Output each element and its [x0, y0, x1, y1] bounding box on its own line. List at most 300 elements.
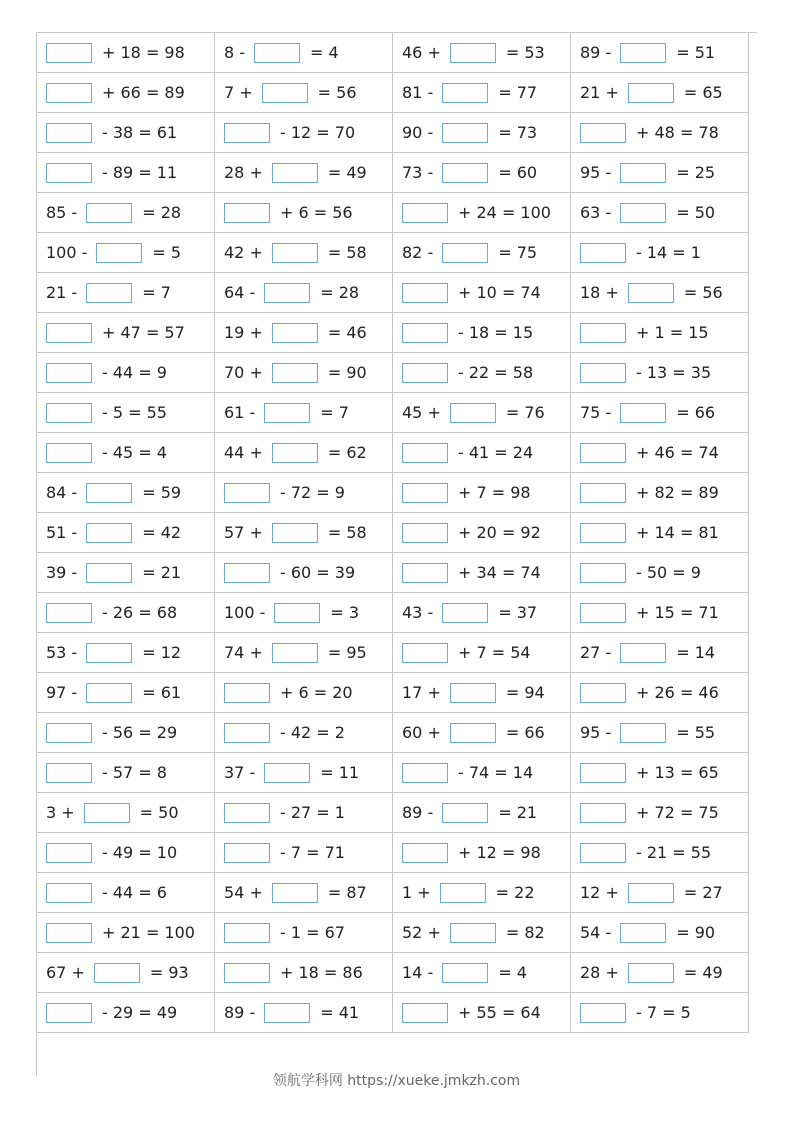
problem-text: = 87 — [327, 883, 367, 903]
answer-box[interactable] — [46, 603, 92, 623]
answer-box[interactable] — [402, 443, 448, 463]
answer-box[interactable] — [224, 203, 270, 223]
worksheet-table — [36, 32, 749, 1033]
problem-operand: 45 + — [402, 403, 441, 423]
problem-text: = 50 — [676, 203, 716, 223]
answer-box[interactable] — [224, 803, 270, 823]
answer-box[interactable] — [264, 1003, 310, 1023]
problem-cell — [393, 833, 571, 873]
problem-cell — [393, 593, 571, 633]
problem-text: + 12 = 98 — [458, 843, 541, 863]
problem-cell — [393, 753, 571, 793]
problem-text: = 59 — [142, 483, 182, 503]
answer-box[interactable] — [580, 443, 626, 463]
answer-box[interactable] — [272, 163, 318, 183]
problem-text: = 4 — [310, 43, 339, 63]
answer-box[interactable] — [580, 683, 626, 703]
problem-text: = 58 — [327, 243, 367, 263]
answer-box[interactable] — [46, 1003, 92, 1023]
problem-cell — [215, 433, 393, 473]
answer-box[interactable] — [442, 603, 488, 623]
answer-box[interactable] — [224, 483, 270, 503]
problem-cell — [215, 233, 393, 273]
problem-operand: 95 - — [580, 163, 612, 183]
problem-operand: 53 - — [46, 643, 78, 663]
problem-text: = 95 — [327, 643, 367, 663]
answer-box[interactable] — [402, 1003, 448, 1023]
problem-cell — [571, 713, 749, 753]
problem-cell — [215, 473, 393, 513]
problem-operand: 95 - — [580, 723, 612, 743]
problem-cell — [37, 113, 215, 153]
problem-cell — [571, 673, 749, 713]
answer-box[interactable] — [224, 123, 270, 143]
problem-text: + 72 = 75 — [636, 803, 719, 823]
problem-text: = 51 — [676, 43, 716, 63]
problem-cell — [393, 433, 571, 473]
problem-cell — [37, 753, 215, 793]
problem-operand: 52 + — [402, 923, 441, 943]
problem-cell — [37, 473, 215, 513]
answer-box[interactable] — [442, 163, 488, 183]
problem-text: = 50 — [139, 803, 179, 823]
answer-box[interactable] — [224, 843, 270, 863]
answer-box[interactable] — [450, 403, 496, 423]
problem-cell — [571, 993, 749, 1033]
problem-text: + 26 = 46 — [636, 683, 719, 703]
answer-box[interactable] — [402, 203, 448, 223]
problem-cell — [393, 873, 571, 913]
answer-box[interactable] — [442, 123, 488, 143]
answer-box[interactable] — [580, 523, 626, 543]
problem-operand: 100 - — [46, 243, 88, 263]
answer-box[interactable] — [402, 563, 448, 583]
answer-box[interactable] — [442, 243, 488, 263]
answer-box[interactable] — [86, 563, 132, 583]
problem-operand: 67 + — [46, 963, 85, 983]
problem-cell — [571, 553, 749, 593]
worksheet-row — [37, 593, 749, 633]
answer-box[interactable] — [402, 483, 448, 503]
worksheet-row — [37, 193, 749, 233]
problem-text: = 62 — [327, 443, 367, 463]
problem-operand: 7 + — [224, 83, 253, 103]
answer-box[interactable] — [46, 763, 92, 783]
problem-text: - 14 = 1 — [636, 243, 701, 263]
problem-operand: 97 - — [46, 683, 78, 703]
problem-text: = 61 — [142, 683, 182, 703]
problem-operand: 42 + — [224, 243, 263, 263]
problem-cell — [215, 393, 393, 433]
problem-cell — [215, 633, 393, 673]
problem-text: - 7 = 5 — [636, 1003, 691, 1023]
problem-text: = 75 — [498, 243, 538, 263]
problem-text: - 21 = 55 — [636, 843, 712, 863]
problem-text: = 21 — [498, 803, 538, 823]
answer-box[interactable] — [46, 43, 92, 63]
problem-cell — [37, 673, 215, 713]
problem-cell — [215, 153, 393, 193]
problem-cell — [37, 593, 215, 633]
problem-text: - 29 = 49 — [102, 1003, 178, 1023]
answer-box[interactable] — [272, 243, 318, 263]
problem-cell — [215, 33, 393, 73]
answer-box[interactable] — [442, 83, 488, 103]
problem-operand: 28 + — [580, 963, 619, 983]
problem-cell — [37, 553, 215, 593]
problem-text: - 72 = 9 — [280, 483, 345, 503]
problem-cell — [571, 233, 749, 273]
problem-operand: 100 - — [224, 603, 266, 623]
answer-box[interactable] — [620, 643, 666, 663]
problem-cell — [215, 113, 393, 153]
answer-box[interactable] — [46, 883, 92, 903]
problem-operand: 61 - — [224, 403, 256, 423]
problem-cell — [393, 673, 571, 713]
answer-box[interactable] — [440, 883, 486, 903]
answer-box[interactable] — [86, 203, 132, 223]
problem-cell — [37, 913, 215, 953]
answer-box[interactable] — [46, 443, 92, 463]
problem-text: + 10 = 74 — [458, 283, 541, 303]
answer-box[interactable] — [402, 523, 448, 543]
problem-cell — [215, 193, 393, 233]
answer-box[interactable] — [264, 403, 310, 423]
worksheet-row — [37, 273, 749, 313]
problem-text: = 49 — [683, 963, 723, 983]
worksheet-row — [37, 353, 749, 393]
worksheet-row — [37, 833, 749, 873]
problem-cell — [215, 873, 393, 913]
problem-text: - 5 = 55 — [102, 403, 167, 423]
worksheet-row — [37, 473, 749, 513]
problem-text: = 53 — [505, 43, 545, 63]
problem-operand: 18 + — [580, 283, 619, 303]
problem-cell — [37, 313, 215, 353]
problem-cell — [393, 993, 571, 1033]
problem-cell — [571, 473, 749, 513]
problem-operand: 28 + — [224, 163, 263, 183]
answer-box[interactable] — [402, 643, 448, 663]
answer-box[interactable] — [262, 83, 308, 103]
problem-cell — [571, 953, 749, 993]
answer-box[interactable] — [620, 203, 666, 223]
answer-box[interactable] — [402, 283, 448, 303]
answer-box[interactable] — [264, 763, 310, 783]
problem-operand: 84 - — [46, 483, 78, 503]
problem-text: = 90 — [327, 363, 367, 383]
problem-text: = 77 — [498, 83, 538, 103]
problem-cell — [393, 73, 571, 113]
problem-operand: 89 - — [224, 1003, 256, 1023]
problem-text: - 45 = 4 — [102, 443, 167, 463]
worksheet-row — [37, 233, 749, 273]
answer-box[interactable] — [224, 723, 270, 743]
worksheet-row — [37, 953, 749, 993]
problem-text: = 27 — [683, 883, 723, 903]
problem-text: - 18 = 15 — [458, 323, 534, 343]
problem-text: + 7 = 98 — [458, 483, 531, 503]
problem-operand: 17 + — [402, 683, 441, 703]
answer-box[interactable] — [272, 443, 318, 463]
problem-cell — [215, 993, 393, 1033]
problem-text: + 24 = 100 — [458, 203, 551, 223]
problem-text: + 14 = 81 — [636, 523, 719, 543]
worksheet-row — [37, 313, 749, 353]
answer-box[interactable] — [96, 243, 142, 263]
answer-box[interactable] — [272, 883, 318, 903]
problem-cell — [393, 633, 571, 673]
problem-cell — [37, 73, 215, 113]
problem-text: = 60 — [498, 163, 538, 183]
problem-text: = 66 — [676, 403, 716, 423]
problem-cell — [37, 233, 215, 273]
problem-text: = 28 — [142, 203, 182, 223]
problem-cell — [215, 73, 393, 113]
problem-cell — [215, 793, 393, 833]
answer-box[interactable] — [450, 723, 496, 743]
right-margin-stub — [748, 32, 757, 33]
answer-box[interactable] — [224, 963, 270, 983]
problem-operand: 27 - — [580, 643, 612, 663]
problem-operand: 21 - — [46, 283, 78, 303]
answer-box[interactable] — [402, 843, 448, 863]
answer-box[interactable] — [86, 683, 132, 703]
problem-operand: 70 + — [224, 363, 263, 383]
problem-text: + 55 = 64 — [458, 1003, 541, 1023]
worksheet-row — [37, 793, 749, 833]
problem-text: - 60 = 39 — [280, 563, 356, 583]
problem-operand: 89 - — [580, 43, 612, 63]
footer-text: 领航学科网 https://xueke.jmkzh.com — [272, 1073, 521, 1089]
problem-cell — [215, 593, 393, 633]
problem-text: = 56 — [317, 83, 357, 103]
answer-box[interactable] — [402, 363, 448, 383]
answer-box[interactable] — [580, 803, 626, 823]
problem-cell — [37, 433, 215, 473]
problem-text: - 50 = 9 — [636, 563, 701, 583]
problem-cell — [37, 713, 215, 753]
worksheet-row — [37, 913, 749, 953]
answer-box[interactable] — [272, 363, 318, 383]
problem-cell — [571, 73, 749, 113]
problem-text: = 22 — [495, 883, 535, 903]
answer-box[interactable] — [442, 963, 488, 983]
answer-box[interactable] — [620, 723, 666, 743]
answer-box[interactable] — [46, 163, 92, 183]
answer-box[interactable] — [402, 763, 448, 783]
answer-box[interactable] — [620, 43, 666, 63]
answer-box[interactable] — [580, 483, 626, 503]
answer-box[interactable] — [86, 283, 132, 303]
problem-cell — [393, 313, 571, 353]
problem-operand: 81 - — [402, 83, 434, 103]
problem-cell — [571, 753, 749, 793]
problem-text: + 66 = 89 — [102, 83, 185, 103]
answer-box[interactable] — [450, 923, 496, 943]
problem-cell — [37, 513, 215, 553]
problem-text: = 46 — [327, 323, 367, 343]
answer-box[interactable] — [272, 323, 318, 343]
answer-box[interactable] — [628, 83, 674, 103]
problem-cell — [37, 953, 215, 993]
problem-text: - 44 = 9 — [102, 363, 167, 383]
problem-text: + 7 = 54 — [458, 643, 531, 663]
problem-text: = 76 — [505, 403, 545, 423]
problem-cell — [37, 273, 215, 313]
problem-operand: 54 - — [580, 923, 612, 943]
answer-box[interactable] — [580, 123, 626, 143]
problem-operand: 37 - — [224, 763, 256, 783]
problem-operand: 64 - — [224, 283, 256, 303]
problem-cell — [571, 193, 749, 233]
answer-box[interactable] — [272, 643, 318, 663]
problem-cell — [571, 273, 749, 313]
answer-box[interactable] — [94, 963, 140, 983]
answer-box[interactable] — [46, 363, 92, 383]
answer-box[interactable] — [86, 483, 132, 503]
answer-box[interactable] — [580, 563, 626, 583]
problem-text: + 48 = 78 — [636, 123, 719, 143]
answer-box[interactable] — [46, 723, 92, 743]
answer-box[interactable] — [46, 83, 92, 103]
worksheet-row — [37, 513, 749, 553]
answer-box[interactable] — [628, 883, 674, 903]
problem-text: + 6 = 20 — [280, 683, 353, 703]
answer-box[interactable] — [264, 283, 310, 303]
problem-text: + 46 = 74 — [636, 443, 719, 463]
answer-box[interactable] — [580, 763, 626, 783]
problem-cell — [37, 793, 215, 833]
problem-operand: 51 - — [46, 523, 78, 543]
worksheet-row — [37, 33, 749, 73]
problem-text: = 12 — [142, 643, 182, 663]
problem-cell — [215, 913, 393, 953]
problem-cell — [571, 393, 749, 433]
problem-cell — [571, 313, 749, 353]
problem-cell — [37, 353, 215, 393]
problem-cell — [37, 393, 215, 433]
problem-operand: 73 - — [402, 163, 434, 183]
answer-box[interactable] — [272, 523, 318, 543]
problem-cell — [571, 793, 749, 833]
problem-cell — [215, 673, 393, 713]
problem-cell — [393, 513, 571, 553]
problem-operand: 74 + — [224, 643, 263, 663]
answer-box[interactable] — [620, 163, 666, 183]
problem-text: = 4 — [498, 963, 527, 983]
problem-text: - 44 = 6 — [102, 883, 167, 903]
answer-box[interactable] — [84, 803, 130, 823]
problem-cell — [37, 153, 215, 193]
answer-box[interactable] — [86, 643, 132, 663]
answer-box[interactable] — [580, 323, 626, 343]
problem-cell — [393, 193, 571, 233]
problem-text: - 12 = 70 — [280, 123, 356, 143]
problem-text: + 21 = 100 — [102, 923, 195, 943]
answer-box[interactable] — [580, 1003, 626, 1023]
problem-cell — [571, 153, 749, 193]
answer-box[interactable] — [46, 123, 92, 143]
problem-text: - 26 = 68 — [102, 603, 178, 623]
problem-text: = 21 — [142, 563, 182, 583]
worksheet-row — [37, 873, 749, 913]
problem-text: = 14 — [676, 643, 716, 663]
worksheet-row — [37, 753, 749, 793]
answer-box[interactable] — [46, 403, 92, 423]
answer-box[interactable] — [224, 683, 270, 703]
problem-text: + 34 = 74 — [458, 563, 541, 583]
problem-operand: 75 - — [580, 403, 612, 423]
worksheet-row — [37, 153, 749, 193]
problem-text: + 1 = 15 — [636, 323, 709, 343]
problem-operand: 46 + — [402, 43, 441, 63]
answer-box[interactable] — [254, 43, 300, 63]
problem-text: = 94 — [505, 683, 545, 703]
problem-text: - 89 = 11 — [102, 163, 178, 183]
answer-box[interactable] — [450, 43, 496, 63]
problem-cell — [215, 513, 393, 553]
answer-box[interactable] — [580, 363, 626, 383]
problem-operand: 1 + — [402, 883, 431, 903]
answer-box[interactable] — [620, 403, 666, 423]
answer-box[interactable] — [402, 323, 448, 343]
problem-cell — [393, 953, 571, 993]
problem-cell — [215, 273, 393, 313]
answer-box[interactable] — [442, 803, 488, 823]
problem-cell — [393, 113, 571, 153]
problem-text: = 93 — [149, 963, 189, 983]
problem-text: + 13 = 65 — [636, 763, 719, 783]
answer-box[interactable] — [580, 243, 626, 263]
answer-box[interactable] — [628, 283, 674, 303]
problem-cell — [571, 873, 749, 913]
answer-box[interactable] — [46, 323, 92, 343]
answer-box[interactable] — [628, 963, 674, 983]
problem-text: = 65 — [683, 83, 723, 103]
worksheet-row — [37, 393, 749, 433]
problem-text: = 28 — [320, 283, 360, 303]
problem-cell — [393, 913, 571, 953]
problem-text: - 74 = 14 — [458, 763, 534, 783]
problem-text: + 20 = 92 — [458, 523, 541, 543]
problem-text: + 18 = 98 — [102, 43, 185, 63]
problem-text: = 25 — [676, 163, 716, 183]
answer-box[interactable] — [580, 603, 626, 623]
answer-box[interactable] — [450, 683, 496, 703]
problem-operand: 90 - — [402, 123, 434, 143]
problem-text: - 41 = 24 — [458, 443, 534, 463]
problem-operand: 12 + — [580, 883, 619, 903]
problem-cell — [37, 633, 215, 673]
answer-box[interactable] — [620, 923, 666, 943]
problem-cell — [571, 833, 749, 873]
answer-box[interactable] — [46, 843, 92, 863]
problem-cell — [571, 353, 749, 393]
problem-operand: 44 + — [224, 443, 263, 463]
answer-box[interactable] — [46, 923, 92, 943]
answer-box[interactable] — [86, 523, 132, 543]
problem-cell — [215, 753, 393, 793]
answer-box[interactable] — [224, 923, 270, 943]
problem-cell — [393, 33, 571, 73]
problem-text: = 49 — [327, 163, 367, 183]
problem-text: = 90 — [676, 923, 716, 943]
answer-box[interactable] — [580, 843, 626, 863]
answer-box[interactable] — [224, 563, 270, 583]
answer-box[interactable] — [274, 603, 320, 623]
problem-operand: 82 - — [402, 243, 434, 263]
